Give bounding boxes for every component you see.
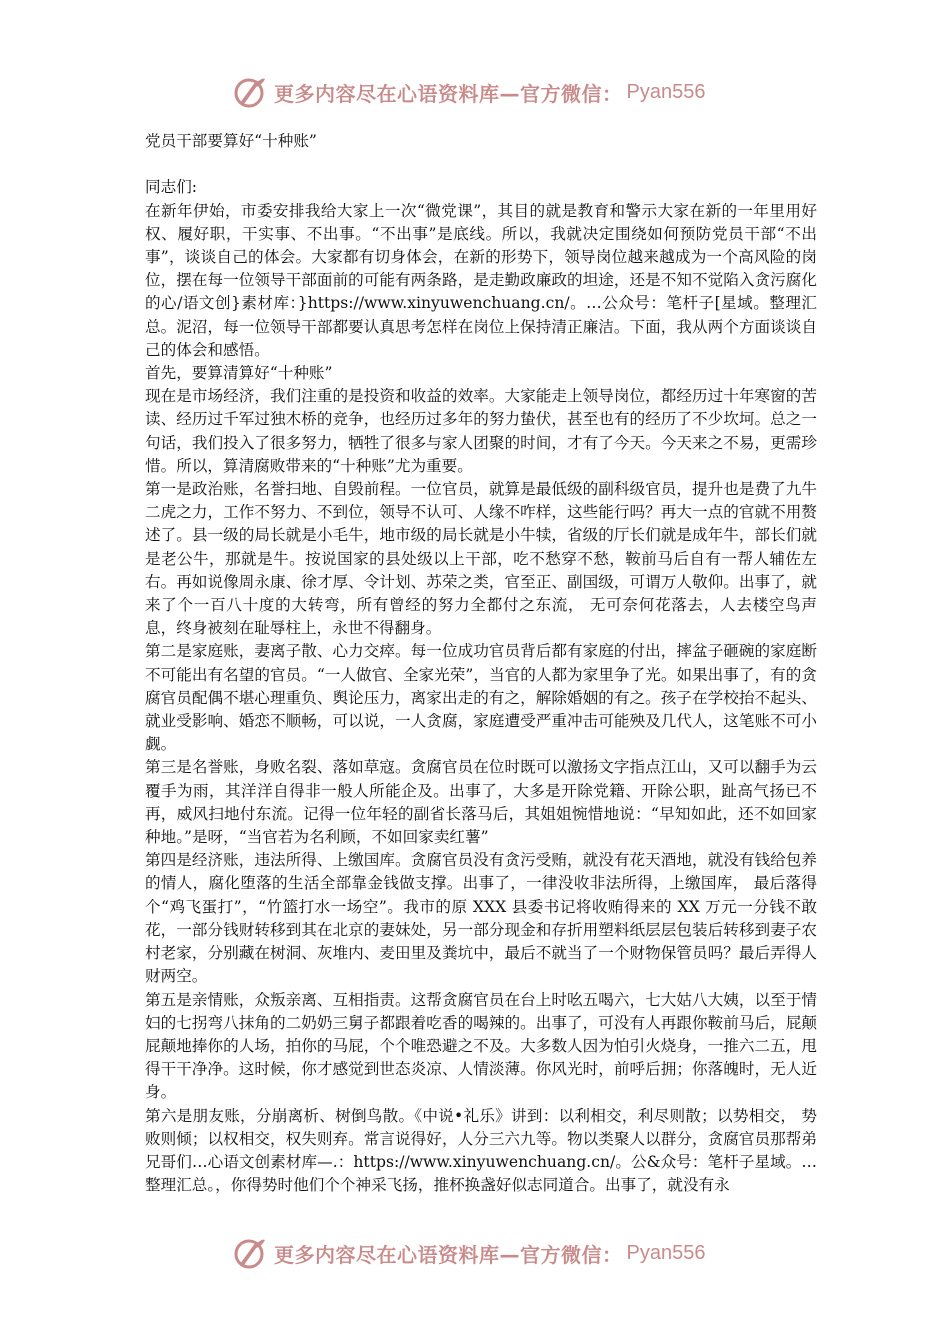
watermark-banner-bottom (232, 1236, 792, 1270)
watermark-text: 更多内容尽在心语资料库—官方微信： (274, 1242, 623, 1267)
paragraph-reputation: 第三是名誉账，身败名裂、落如草寇。贪腐官员在位时既可以激扬文字指点江山，又可以翻手为云覆手为雨，其洋洋自得非一般人所能企及。出事了，大多是开除党籍、开除公职，趾高气扬已不再，威风扫地付东流。记得一位年轻的副省长落马后，其姐姐惋惜地说：“早知如此，还不如回家种地。”是呀，“当官若为名利顾，不如回家卖红薯” (145, 758, 817, 847)
section-heading: 首先，要算清算好“十种账” (145, 364, 333, 383)
paragraph-economic: 第四是经济账，违法所得、上缴国库。贪腐官员没有贪污受贿，就没有花天酒地，就没有钱给包养的情人，腐化堕落的生活全部靠金钱做支撑。出事了，一律没收非法所得，上缴国库， 最后落得个“鸡飞蛋打”，“竹篮打水一场空”。我市的原 XXX 县委书记将收贿得来的 XX 万元一分钱不敢花，一部分钱财转移到其在北京的妻妹处，另一部分现金和存折用塑料纸层层包装后转移到妻子农村老家，分别藏在树洞、灰堆内、麦田里及粪坑中，最后不就当了一个财物保管员吗？最后弄得人财两空。 (145, 851, 817, 986)
paragraph-kinship: 第五是亲情账，众叛亲离、互相指责。这帮贪腐官员在台上时吆五喝六，七大姑八大姨，以至于情妇的七拐弯八抹角的二奶奶三舅子都跟着吃香的喝辣的。出事了，可没有人再跟你鞍前马后，屁颠屁颠地捧你的人场，拍你的马屁，个个唯恐避之不及。大多数人因为怕引火烧身，一推六二五，甩得干干净净。这时候，你才感觉到世态炎凉、人情淡薄。你风光时，前呼后拥；你落魄时，无人近身。 (145, 990, 817, 1102)
quill-logo-icon (232, 75, 268, 109)
watermark-banner-top (232, 75, 792, 109)
paragraph: 现在是市场经济，我们注重的是投资和收益的效率。大家能走上领导岗位，都经历过十年寒窗的苦读、经历过千军过独木桥的竞争，也经历过多年的努力蛰伏，甚至也有的经历了不少坎坷。总之一句话，我们投入了很多努力，牺牲了很多与家人团聚的时间，才有了今天。今天来之不易，更需珍惜。所以，算清腐败带来的“十种账”尤为重要。 (145, 387, 817, 475)
watermark-text: 更多内容尽在心语资料库—官方微信： (274, 81, 623, 106)
paragraph-intro: 在新年伊始，市委安排我给大家上一次“微党课”，其目的就是教育和警示大家在新的一年里用好权、履好职，干实事、不出事。“不出事”是底线。所以，我就决定围绕如何预防党员干部“不出事”，谈谈自己的体会。大家都有切身体会，在新的形势下，领导岗位越来越成为一个高风险的岗位，摆在每一位领导干部面前的可能有两条路，是走勤政廉政的坦途，还是不知不觉陷入贪污腐化的心/语文创}素材库：}https://www.xinyuwenchuang.cn/。…公众号：笔杆子[星域。整理汇总。泥沼，每一位领导干部都要认真思考怎样在岗位上保持清正廉洁。下面，我从两个方面谈谈自己的体会和感悟。 (145, 201, 817, 359)
quill-logo-icon (232, 1236, 268, 1270)
paragraph-friendship: 第六是朋友账，分崩离析、树倒鸟散。《中说•礼乐》讲到：以利相交，利尽则散；以势相交， 势败则倾；以权相交，权失则弃。常言说得好，人分三六九等。物以类聚人以群分，贪腐官员那帮弟兄哥们…心语文创素材库—.：https://www.xinyuwenchuang.cn/。公&众号：笔杆子星域。…整理汇总。，你得势时他们个个神采飞扬，推杯换盏好似志同道合。出事了，就没有永 (145, 1106, 817, 1195)
paragraph-family: 第二是家庭账，妻离子散、心力交瘁。每一位成功官员背后都有家庭的付出，摔盆子砸碗的家庭断不可能出有名望的官员。“一人做官、全家光荣”，当官的人都为家里争了光。如果出事了，有的贪腐官员配偶不堪心理重负、舆论压力，离家出走的有之，解除婚姻的有之。孩子在学校抬不起头、就业受影响、婚恋不顺畅，可以说，一人贪腐，家庭遭受严重冲击可能殃及几代人，这笔账不可小觑。 (145, 642, 817, 754)
watermark-wechat-id: Pyan556 (626, 1241, 706, 1264)
document-title: 党员干部要算好“十种账” (145, 132, 317, 150)
watermark-wechat-id: Pyan556 (626, 80, 706, 103)
paragraph-political: 第一是政治账，名誉扫地、自毁前程。一位官员，就算是最低级的副科级官员，提升也是费了九牛二虎之力，工作不努力、不到位，领导不认可、人缘不咋样，这些能行吗？再大一点的官就不用赘述了。县一级的局长就是小毛牛，地市级的局长就是小牛犊，省级的厅长们就是成年牛，部长们就是老公牛，那就是牛。按说国家的县处级以上干部，吃不愁穿不愁，鞍前马后自有一帮人辅佐左右。再如说像周永康、徐才厚、令计划、苏荣之类，官至正、副国级，可谓万人敬仰。出事了，就来了个一百八十度的大转弯，所有曾经的努力全都付之东流， 无可奈何花落去，人去楼空鸟声息，终身被刻在耻辱柱上，永世不得翻身。 (145, 480, 817, 638)
document-body (145, 130, 817, 1197)
greeting: 同志们: (145, 178, 198, 197)
